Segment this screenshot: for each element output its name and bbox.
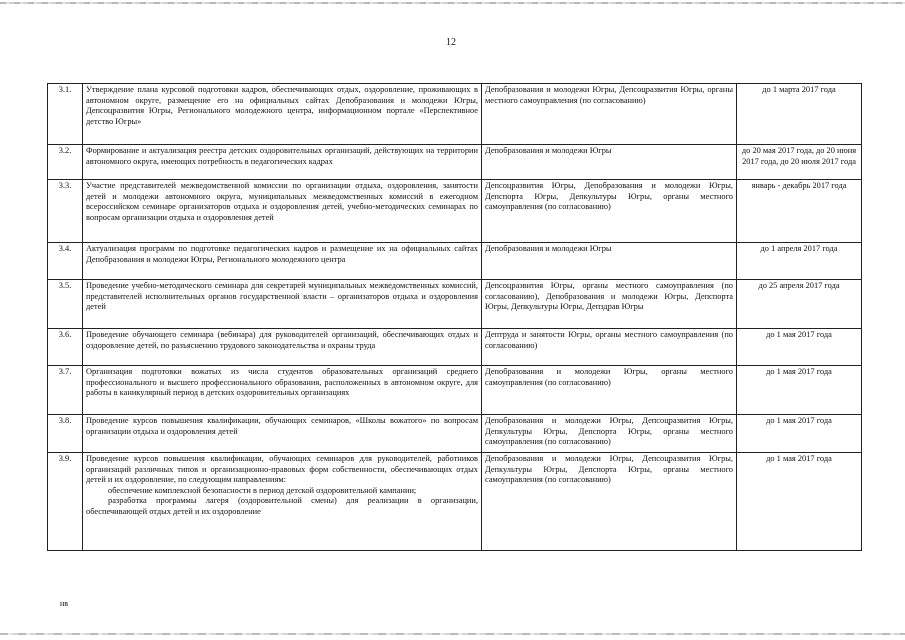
event-cell: Организация подготовки вожатых из числа студентов образовательных организаций среднего профессионального и высшего профессионального образования, расположенных в автономном округе, для работы в каникулярный период в детских оздоровительных организациях (83, 366, 482, 415)
deadline-cell: январь - декабрь 2017 года (737, 180, 862, 243)
row-number: 3.8. (48, 415, 83, 453)
event-direction-item: разработка программы лагеря (оздоровительной смены) для реализации в организации, обеспечивающей отдых детей и их оздоровление (86, 496, 478, 516)
row-number: 3.4. (48, 243, 83, 280)
deadline-cell: до 1 мая 2017 года (737, 366, 862, 415)
deadline-cell: до 25 апреля 2017 года (737, 280, 862, 329)
responsible-cell: Дептруда и занятости Югры, органы местного самоуправления (по согласованию) (482, 329, 737, 366)
responsible-cell: Депсоцразвития Югры, Депобразования и молодежи Югры, Депспорта Югры, Депкультуры Югры, органы местного самоуправления (по согласованию) (482, 180, 737, 243)
row-number: 3.2. (48, 145, 83, 180)
deadline-cell: до 1 марта 2017 года (737, 84, 862, 145)
row-number: 3.3. (48, 180, 83, 243)
responsible-cell: Депобразования и молодежи Югры, органы местного самоуправления (по согласованию) (482, 366, 737, 415)
responsible-cell: Депобразования и молодежи Югры (482, 243, 737, 280)
table-row (48, 415, 862, 453)
row-number: 3.1. (48, 84, 83, 145)
plan-table (47, 83, 862, 551)
table-row (48, 243, 862, 280)
scan-edge-bottom (0, 633, 905, 635)
event-intro: Проведение курсов повышения квалификации, обучающих семинаров для руководителей, работников организаций различных типов и организационно-правовых форм собственности, обеспечивающих отдых детей и их оздоровление, по следующим направлениям: (86, 454, 478, 485)
row-number: 3.6. (48, 329, 83, 366)
responsible-cell: Депсоцразвития Югры, органы местного самоуправления (по согласованию), Депобразования и молодежи Югры, Депспорта Югры, Депкультуры Югры, Депздрав Югры (482, 280, 737, 329)
deadline-cell: до 1 мая 2017 года (737, 329, 862, 366)
page-number: 12 (446, 37, 456, 48)
event-direction-item: обеспечение комплексной безопасности в период детской оздоровительной кампании; (108, 485, 417, 495)
table-row (48, 280, 862, 329)
deadline-cell: до 1 мая 2017 года (737, 453, 862, 551)
event-cell: Проведение курсов повышения квалификации, обучающих семинаров, «Школы вожатого» по вопросам организации отдыха и оздоровления детей (83, 415, 482, 453)
event-cell: Актуализация программ по подготовке педагогических кадров и размещение их на официальных сайтах Депобразования и молодежи Югры, Регионального молодежного центра (83, 243, 482, 280)
event-cell (83, 453, 482, 551)
scan-edge-top (0, 2, 905, 4)
responsible-cell: Депобразования и молодежи Югры (482, 145, 737, 180)
event-cell: Проведение обучающего семинара (вебинара) для руководителей организаций, обеспечивающих отдых и оздоровление детей, по разъяснению трудового законодательства и охраны труда (83, 329, 482, 366)
event-cell: Утверждение плана курсовой подготовки кадров, обеспечивающих отдых, оздоровление, проживающих в автономном округе, размещение его на официальных сайтах Депобразования и молодежи Югры, Депсоцразвития Югры, Регионального молодежного центра, информационном портале «Перспективное детство Югры» (83, 84, 482, 145)
deadline-cell: до 1 мая 2017 года (737, 415, 862, 453)
table-row (48, 145, 862, 180)
row-number: 3.9. (48, 453, 83, 551)
table-row (48, 329, 862, 366)
table-row (48, 453, 862, 551)
deadline-cell: до 20 мая 2017 года, до 20 июня 2017 года, до 20 июля 2017 года (737, 145, 862, 180)
table-row (48, 180, 862, 243)
event-cell: Формирование и актуализация реестра детских оздоровительных организаций, действующих на территории автономного округа, имеющих потребность в педагогических кадрах (83, 145, 482, 180)
event-cell: Проведение учебно-методического семинара для секретарей муниципальных межведомственных комиссий, представителей исполнительных органов государственной власти – организаторов отдыха и оздоровления детей (83, 280, 482, 329)
deadline-cell: до 1 апреля 2017 года (737, 243, 862, 280)
responsible-cell: Депобразования и молодежи Югры, Депсоцразвития Югры, органы местного самоуправления (по согласованию) (482, 84, 737, 145)
event-cell: Участие представителей межведомственной комиссии по организации отдыха, оздоровления, занятости детей и молодежи автономного округа, муниципальных межведомственных комиссий в ежегодном всероссийском семинаре организаторов отдыха и оздоровления детей, учебно-методических семинарах по вопросам организации отдыха и оздоровления детей (83, 180, 482, 243)
footer-mark: нв (60, 599, 69, 608)
row-number: 3.7. (48, 366, 83, 415)
table-row (48, 84, 862, 145)
responsible-cell: Депобразования и молодежи Югры, Депсоцразвития Югры, Депкультуры Югры, Депспорта Югры, органы местного самоуправления (по согласованию) (482, 453, 737, 551)
row-number: 3.5. (48, 280, 83, 329)
table-row (48, 366, 862, 415)
responsible-cell: Депобразования и молодежи Югры, Депсоцразвития Югры, Депкультуры Югры, Депспорта Югры, органы местного самоуправления (по согласованию) (482, 415, 737, 453)
